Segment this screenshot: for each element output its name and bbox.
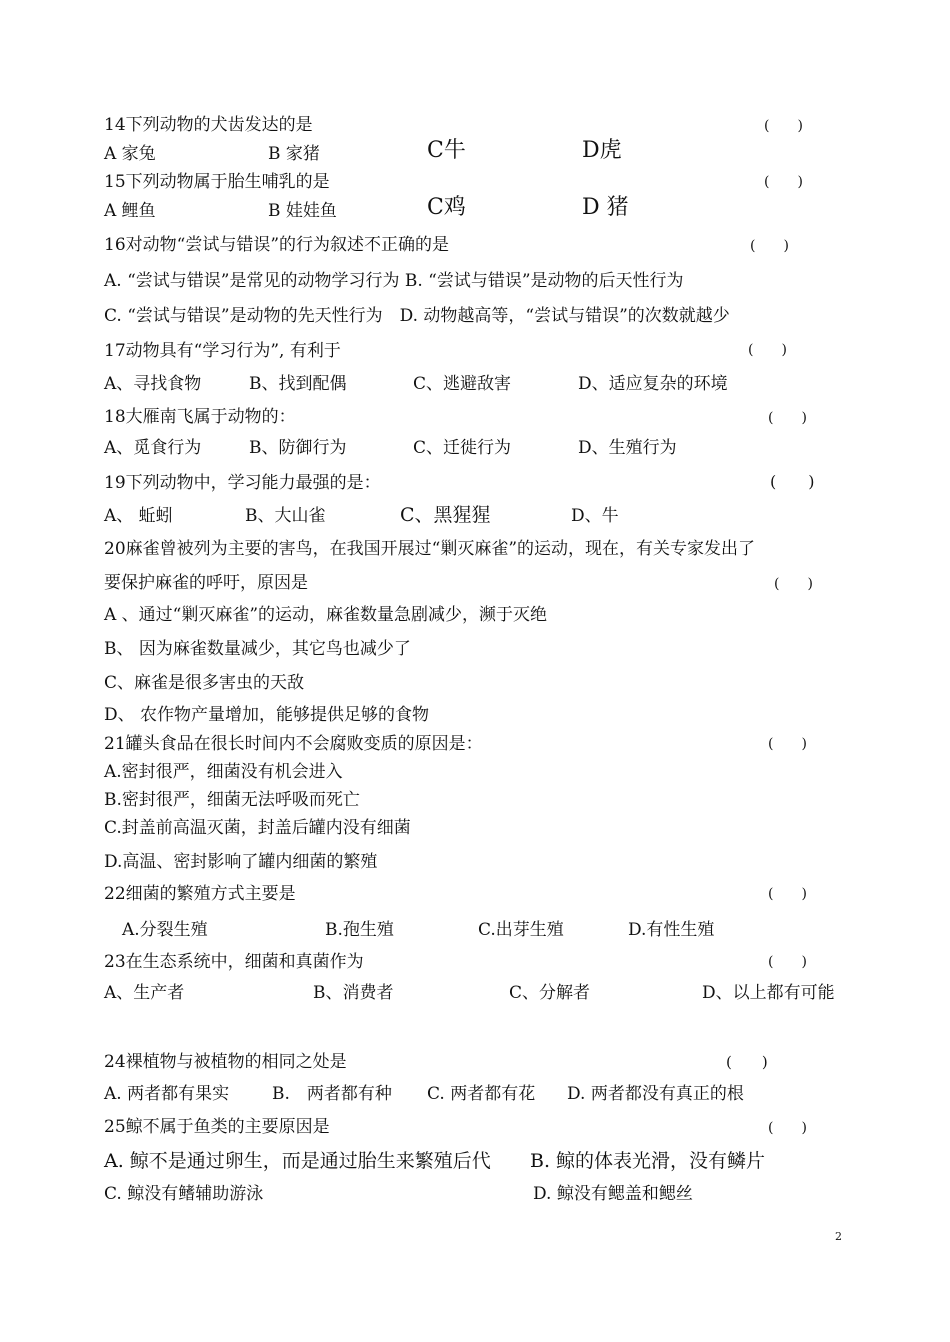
q20-option-b: B、 因为麻雀数量减少，其它鸟也减少了 xyxy=(104,639,411,659)
question-20-stem-line2: 要保护麻雀的呼吁，原因是 xyxy=(104,573,308,593)
q24-option-d: D. 两者都没有真正的根 xyxy=(567,1084,744,1104)
answer-blank-21: ( ) xyxy=(768,736,807,752)
q22-option-b: B.孢生殖 xyxy=(325,920,394,940)
question-20-stem-line1: 20麻雀曾被列为主要的害鸟，在我国开展过“剿灭麻雀”的运动，现在，有关专家发出了 xyxy=(104,539,756,559)
page-number: 2 xyxy=(835,1230,842,1243)
q14-option-c: C牛 xyxy=(427,138,466,163)
answer-blank-22: ( ) xyxy=(768,886,807,902)
answer-blank-24: ( ) xyxy=(726,1053,768,1071)
q22-option-a: A.分裂生殖 xyxy=(122,920,208,940)
answer-blank-18: ( ) xyxy=(768,410,807,426)
q15-option-a: A 鲤鱼 xyxy=(104,201,156,221)
q24-option-c: C. 两者都有花 xyxy=(427,1084,536,1104)
q19-option-a: A、 蚯蚓 xyxy=(104,506,173,526)
q24-option-a: A. 两者都有果实 xyxy=(104,1084,230,1104)
question-24-stem: 24裸植物与被植物的相同之处是 xyxy=(104,1052,347,1072)
q22-option-d: D.有性生殖 xyxy=(628,920,715,940)
q18-option-b: B、防御行为 xyxy=(249,438,347,458)
q17-option-d: D、适应复杂的环境 xyxy=(578,374,728,394)
q21-option-c: C.封盖前高温灭菌，封盖后罐内没有细菌 xyxy=(104,818,411,838)
answer-blank-25: ( ) xyxy=(768,1120,807,1136)
q18-option-c: C、迁徙行为 xyxy=(413,438,512,458)
q18-option-a: A、觅食行为 xyxy=(104,438,202,458)
q25-option-c: C. 鲸没有鳍辅助游泳 xyxy=(104,1184,264,1204)
q23-option-d: D、以上都有可能 xyxy=(702,983,835,1003)
q20-option-a: A 、通过“剿灭麻雀”的运动，麻雀数量急剧减少，濒于灭绝 xyxy=(104,605,548,625)
q14-option-a: A 家兔 xyxy=(104,144,156,164)
q17-option-c: C、逃避敌害 xyxy=(413,374,512,394)
question-18-stem: 18大雁南飞属于动物的： xyxy=(104,407,296,427)
question-22-stem: 22细菌的繁殖方式主要是 xyxy=(104,884,296,904)
question-17-stem: 17动物具有“学习行为”, 有利于 xyxy=(104,341,341,361)
question-16-stem: 16对动物“尝试与错误”的行为叙述不正确的是 xyxy=(104,235,450,255)
answer-blank-16: ( ) xyxy=(750,238,789,254)
answer-blank-17: ( ) xyxy=(748,342,787,358)
question-14-stem: 14下列动物的犬齿发达的是 xyxy=(104,115,313,135)
q24-option-b: B. 两者都有种 xyxy=(272,1084,392,1104)
question-19-stem: 19下列动物中，学习能力最强的是： xyxy=(104,473,381,493)
q14-option-b: B 家猪 xyxy=(268,144,320,164)
q21-option-a: A.密封很严，细菌没有机会进入 xyxy=(104,762,343,782)
q23-option-b: B、消费者 xyxy=(313,983,394,1003)
q25-option-a: A. 鲸不是通过卵生，而是通过胎生来繁殖后代 xyxy=(104,1150,491,1172)
q19-option-b: B、大山雀 xyxy=(245,506,326,526)
answer-blank-20: ( ) xyxy=(774,576,813,592)
question-23-stem: 23在生态系统中，细菌和真菌作为 xyxy=(104,952,364,972)
question-25-stem: 25鲸不属于鱼类的主要原因是 xyxy=(104,1117,330,1137)
q16-options-ab: A. “尝试与错误”是常见的动物学习行为 B. “尝试与错误”是动物的后天性行为 xyxy=(104,271,684,291)
q15-option-c: C鸡 xyxy=(427,195,466,220)
q25-option-b: B. 鲸的体表光滑，没有鳞片 xyxy=(530,1150,766,1172)
q19-option-d: D、牛 xyxy=(571,506,619,526)
q23-option-a: A、生产者 xyxy=(104,983,185,1003)
question-21-stem: 21罐头食品在很长时间内不会腐败变质的原因是： xyxy=(104,734,483,754)
answer-blank-15: ( ) xyxy=(764,174,803,190)
answer-blank-19: ( ) xyxy=(770,472,815,491)
q22-option-c: C.出芽生殖 xyxy=(478,920,564,940)
q25-option-d: D. 鲸没有鳃盖和鳃丝 xyxy=(533,1184,693,1204)
q20-option-d: D、 农作物产量增加，能够提供足够的食物 xyxy=(104,705,430,725)
q15-option-d: D 猪 xyxy=(582,195,629,220)
q18-option-d: D、生殖行为 xyxy=(578,438,677,458)
q19-option-c: C、黑猩猩 xyxy=(400,504,491,526)
q21-option-b: B.密封很严，细菌无法呼吸而死亡 xyxy=(104,790,360,810)
question-15-stem: 15下列动物属于胎生哺乳的是 xyxy=(104,172,330,192)
q15-option-b: B 娃娃鱼 xyxy=(268,201,337,221)
q17-option-b: B、找到配偶 xyxy=(249,374,347,394)
q16-options-cd: C. “尝试与错误”是动物的先天性行为 D. 动物越高等，“尝试与错误”的次数就越少 xyxy=(104,306,730,326)
q23-option-c: C、分解者 xyxy=(509,983,591,1003)
q17-option-a: A、寻找食物 xyxy=(104,374,202,394)
answer-blank-14: ( ) xyxy=(764,118,803,134)
answer-blank-23: ( ) xyxy=(768,954,807,970)
q21-option-d: D.高温、密封影响了罐内细菌的繁殖 xyxy=(104,852,378,872)
q20-option-c: C、麻雀是很多害虫的天敌 xyxy=(104,673,305,693)
q14-option-d: D虎 xyxy=(582,138,622,163)
